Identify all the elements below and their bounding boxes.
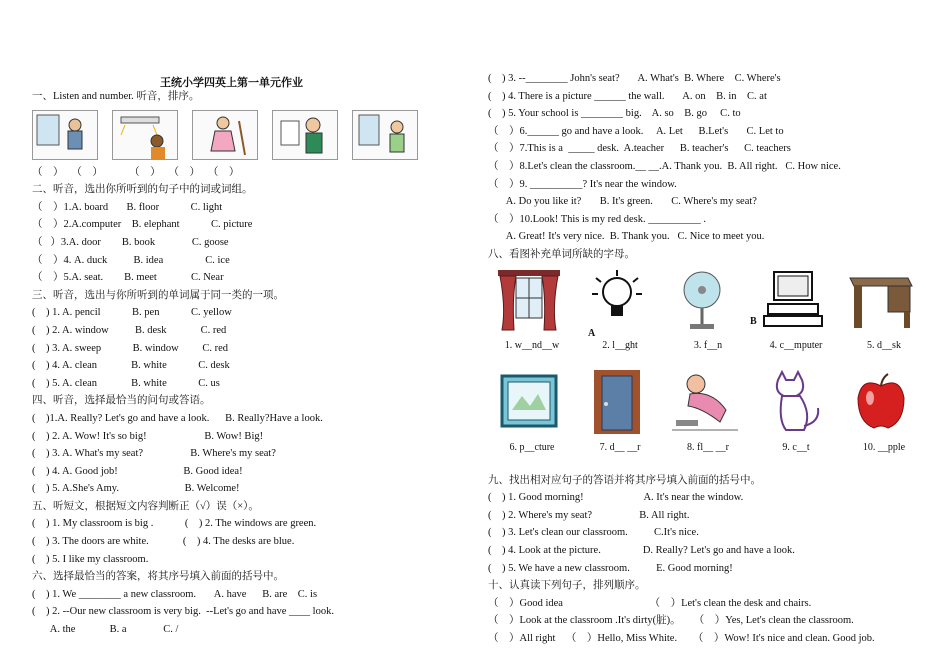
- s8-word[interactable]: 4. c__mputer: [769, 339, 823, 351]
- s3-item[interactable]: ( ) 1. A. pencil B. pen C. yellow: [32, 307, 232, 319]
- s8-heading: 八、看图补充单词所缺的字母。: [488, 248, 635, 260]
- s8-word[interactable]: 9. c__t: [782, 441, 810, 453]
- s3-item[interactable]: ( ) 3. A. sweep B. window C. red: [32, 342, 228, 354]
- picture-frame-icon: [496, 370, 562, 434]
- marker-a: A: [588, 327, 596, 339]
- s2-item[interactable]: （ ）5.A. seat. B. meet C. Near: [32, 272, 224, 284]
- s8-cell-computer: [752, 264, 840, 366]
- s4-item[interactable]: ( ) 4. A. Good job! B. Good idea!: [32, 465, 243, 477]
- picture-man-cleaning: [272, 110, 338, 160]
- s8-word[interactable]: 10. __pple: [862, 441, 906, 453]
- s8-cell-floor: [664, 366, 752, 468]
- door-icon: [584, 370, 650, 434]
- s8-cell-apple: [840, 366, 928, 468]
- s1-answer-brackets[interactable]: （ ） （ ） （ ） （ ） （ ）: [32, 166, 240, 178]
- s3-item[interactable]: ( ) 5. A. clean B. white C. us: [32, 377, 220, 389]
- fan-icon: [672, 268, 738, 332]
- s6-item[interactable]: （ ）10.Look! This is my red desk. __________ .: [488, 213, 706, 225]
- s3-heading: 三、听音，选出与你所听到的单词属于同一类的一项。: [32, 289, 284, 301]
- page-title: 王统小学四英上第一单元作业: [160, 77, 303, 89]
- s4-heading: 四、听音，选择最恰当的问句或答语。: [32, 395, 211, 407]
- s8-word[interactable]: 1. w__nd__w: [504, 339, 560, 351]
- window-icon: [496, 268, 562, 332]
- s6-item[interactable]: （ ）7.This is a _____ desk. A.teacher B. teacher's C. teachers: [488, 143, 791, 155]
- s6-item[interactable]: ( ) 5. Your school is ________ big. A. so B. go C. to: [488, 108, 741, 120]
- s10-heading: 十、认真读下列句子，排列顺序。: [488, 580, 646, 592]
- s3-item[interactable]: ( ) 2. A. window B. desk C. red: [32, 324, 227, 336]
- right-column: [488, 70, 928, 647]
- s6-item[interactable]: （ ）9. __________? It's near the window.: [488, 178, 677, 190]
- s8-word[interactable]: 5. d__sk: [867, 339, 901, 351]
- s4-item[interactable]: ( )1.A. Really? Let's go and have a look. B. Really?Have a look.: [32, 412, 323, 424]
- s6-options: A. Do you like it? B. It's green. C. Where's my seat?: [488, 196, 757, 208]
- s2-item[interactable]: （ ）2.A.computer B. elephant C. picture: [32, 219, 253, 231]
- s6-item[interactable]: （ ）8.Let's clean the classroom.__ __.A. Thank you. B. All right. C. How nice.: [488, 160, 841, 172]
- computer-icon: [760, 268, 826, 332]
- picture-girl-window: [32, 110, 98, 160]
- s8-word[interactable]: 3. f__n: [693, 339, 723, 351]
- s8-word[interactable]: 2. l__ght: [602, 339, 638, 351]
- s6-options: A. Great! It's very nice. B. Thank you. C. Nice to meet you.: [488, 231, 765, 243]
- floor-cleaning-icon: [672, 370, 738, 434]
- s1-heading: 一、Listen and number. 听音，排序。: [32, 91, 200, 102]
- s5-item[interactable]: ( ) 3. The doors are white. ( ) 4. The desks are blue.: [32, 536, 295, 548]
- s9-item[interactable]: ( ) 2. Where's my seat? B. All right.: [488, 509, 690, 521]
- s8-cell-picture: [488, 366, 576, 468]
- marker-b: B: [750, 315, 757, 327]
- s9-item[interactable]: ( ) 3. Let's clean our classroom. C.It's nice.: [488, 527, 699, 539]
- s4-item[interactable]: ( ) 2. A. Wow! It's so big! B. Wow! Big!: [32, 430, 264, 442]
- s2-item[interactable]: （ ）1.A. board B. floor C. light: [32, 201, 223, 213]
- s9-item[interactable]: ( ) 5. We have a new classroom. E. Good morning!: [488, 562, 733, 574]
- s6-item[interactable]: ( ) 4. There is a picture ______ the wall. A. on B. in C. at: [488, 90, 767, 102]
- picture-girl-sweeping: [192, 110, 258, 160]
- apple-icon: [848, 370, 914, 434]
- s8-cell-light: [576, 264, 664, 366]
- s6-item[interactable]: ( ) 2. --Our new classroom is very big. --Let's go and have ____ look.: [32, 606, 334, 618]
- s8-word[interactable]: 6. p__cture: [509, 441, 555, 453]
- s8-word[interactable]: 8. fl__ __r: [687, 441, 729, 453]
- s5-heading: 五、听短文，根据短文内容判断正（√）误（×）。: [32, 500, 259, 512]
- s9-heading: 九、找出相对应句子的答语并将其序号填入前面的括号中。: [488, 474, 761, 486]
- s2-item[interactable]: （ ）3.A. door B. book C. goose: [32, 236, 229, 248]
- s8-cell-door: [576, 366, 664, 468]
- s6-item[interactable]: ( ) 1. We ________ a new classroom. A. have B. are C. is: [32, 588, 318, 600]
- s5-item[interactable]: ( ) 1. My classroom is big . ( ) 2. The windows are green.: [32, 518, 317, 530]
- lightbulb-icon: [584, 268, 650, 332]
- s10-item[interactable]: （ ）Good idea （ ）Let's clean the desk and chairs.: [488, 597, 812, 609]
- picture-girl-door: [352, 110, 418, 160]
- s8-picture-grid: [488, 264, 928, 468]
- s6-options: A. the B. a C. /: [32, 624, 179, 636]
- picture-light-boy: [112, 110, 178, 160]
- s8-cell-window: [488, 264, 576, 366]
- s4-item[interactable]: ( ) 5. A.She's Amy. B. Welcome!: [32, 483, 240, 495]
- s8-cell-cat: [752, 366, 840, 468]
- s2-heading: 二、听音，选出你所听到的句子中的词或词组。: [32, 184, 253, 196]
- s10-item[interactable]: （ ）All right （ ）Hello, Miss White. （ ）Wow! It's nice and clean. Good job.: [488, 632, 875, 644]
- s9-item[interactable]: ( ) 4. Look at the picture. D. Really? Let's go and have a look.: [488, 544, 795, 556]
- desk-icon: [848, 268, 914, 332]
- s6-heading: 六、选择最恰当的答案，将其序号填入前面的括号中。: [32, 571, 284, 583]
- s8-cell-fan: [664, 264, 752, 366]
- s10-item[interactable]: （ ）Look at the classroom .It's dirty(脏)。 （ ）Yes, Let's clean the classroom.: [488, 615, 854, 627]
- s6-item[interactable]: ( ) 3. --________ John's seat? A. What's B. Where C. Where's: [488, 73, 781, 84]
- s4-item[interactable]: ( ) 3. A. What's my seat? B. Where's my seat?: [32, 448, 276, 460]
- listening-pictures: [32, 110, 472, 162]
- left-column: [32, 72, 472, 639]
- cat-icon: [760, 370, 826, 434]
- s8-cell-desk: [840, 264, 928, 366]
- s3-item[interactable]: ( ) 4. A. clean B. white C. desk: [32, 360, 230, 372]
- s5-item[interactable]: ( ) 5. I like my classroom.: [32, 553, 149, 565]
- s8-word[interactable]: 7. d__ __r: [599, 441, 641, 453]
- s6-item[interactable]: （ ）6.______ go and have a look. A. Let B.Let's C. Let to: [488, 125, 784, 137]
- s9-item[interactable]: ( ) 1. Good morning! A. It's near the window.: [488, 492, 744, 504]
- s2-item[interactable]: （ ）4. A. duck B. idea C. ice: [32, 254, 230, 266]
